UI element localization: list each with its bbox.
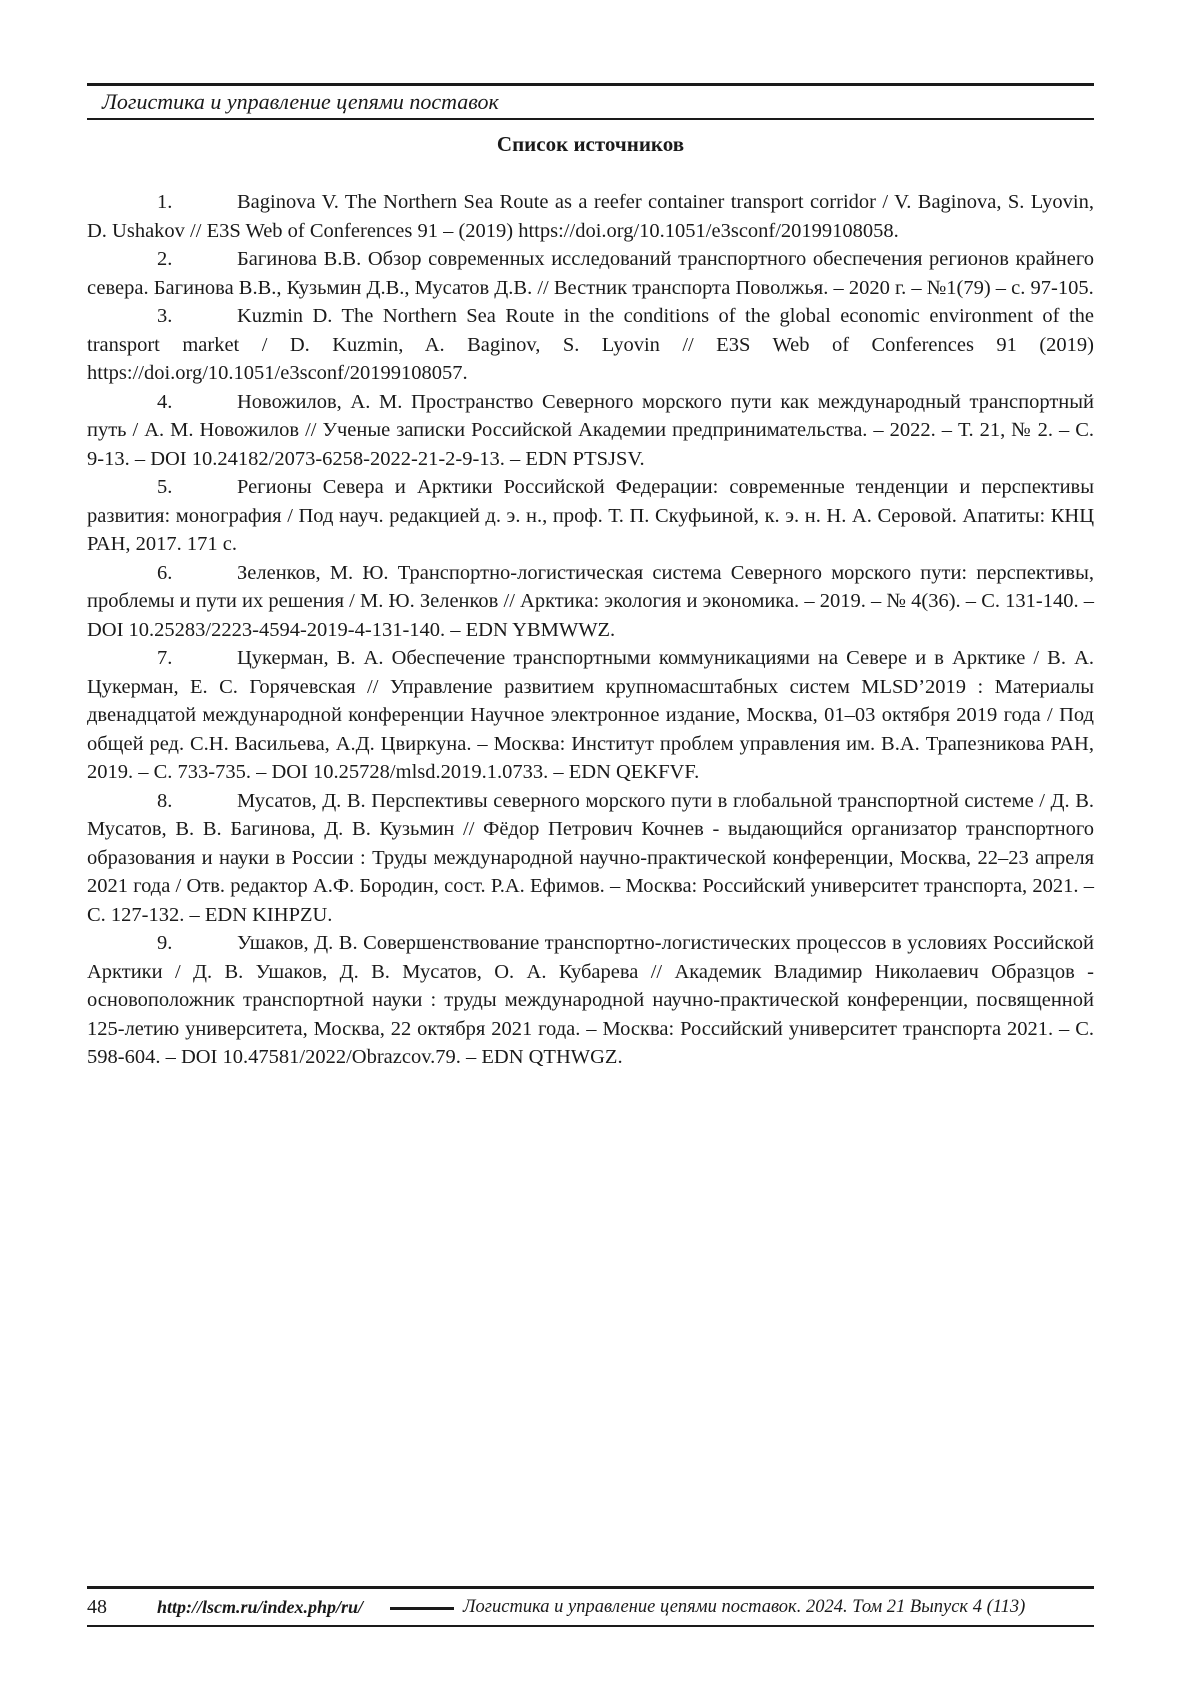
reference-text: Kuzmin D. The Northern Sea Route in the conditions of the global economic environment of the transport market / D. Kuzmin, A. Baginov, S. Lyovin // E3S Web of Conferences 91 (2019) https://doi.org/10.1051/e3sconf/20199108057. [87, 305, 1094, 384]
reference-number: 1. [157, 191, 173, 213]
footer-bottom-rule [87, 1625, 1094, 1627]
reference-number: 9. [157, 932, 173, 954]
reference-list [87, 188, 1094, 1072]
reference-item [87, 559, 1094, 645]
page-number: 48 [87, 1596, 107, 1618]
reference-number: 3. [157, 305, 173, 327]
reference-text: Цукерман, В. А. Обеспечение транспортными коммуникациями на Севере и в Арктике / В. А. Цукерман, Е. С. Горячевская // Управление развитием крупномасштабных систем MLSD’2019 : Материалы двенадцатой международной конференции Научное электронное издание, Москва, 01–03 октября 2019 года / Под общей ред. С.Н. Васильева, А.Д. Цвиркуна. – Москва: Институт проблем управления им. В.А. Трапезникова РАН, 2019. – С. 733-735. – DOI 10.25728/mlsd.2019.1.0733. – EDN QEKFVF. [87, 647, 1094, 783]
journal-url-link[interactable]: http://lscm.ru/index.php/ru/ [157, 1597, 364, 1617]
reference-text: Baginova V. The Northern Sea Route as a reefer container transport corridor / V. Baginova, S. Lyovin, D. Ushakov // E3S Web of Conferences 91 – (2019) https://doi.org/10.1051/e3sconf/20199108058. [87, 191, 1094, 242]
reference-text: Новожилов, А. М. Пространство Северного морского пути как международный транспортный путь / А. М. Новожилов // Ученые записки Российской Академии предпринимательства. – 2022. – Т. 21, № 2. – С. 9-13. – DOI 10.24182/2073-6258-2022-21-2-9-13. – EDN PTSJSV. [87, 390, 1094, 470]
reference-item [87, 929, 1094, 1072]
running-title: Логистика и управление цепями поставок [102, 89, 499, 114]
reference-item [87, 188, 1094, 245]
reference-number: 2. [157, 248, 173, 270]
journal-citation: Логистика и управление цепями поставок. 2024. Том 21 Выпуск 4 (113) [463, 1597, 1026, 1617]
footer-top-rule [87, 1586, 1094, 1589]
reference-item [87, 787, 1094, 930]
reference-number: 8. [157, 789, 173, 812]
reference-number: 4. [157, 390, 173, 413]
reference-item [87, 644, 1094, 787]
reference-number: 6. [157, 561, 173, 584]
reference-text: Регионы Севера и Арктики Российской Федерации: современные тенденции и перспективы развития: монография / Под науч. редакцией д. э. н., проф. Т. П. Скуфьиной, к. э. н. Н. А. Серовой. Апатиты: КНЦ РАН, 2017. 171 с. [87, 476, 1094, 555]
footer-dash-line [390, 1607, 454, 1610]
reference-item [87, 245, 1094, 302]
header-top-rule [87, 83, 1094, 86]
reference-text: Ушаков, Д. В. Совершенствование транспортно-логистических процессов в условиях Российской Арктики / Д. В. Ушаков, Д. В. Мусатов, О. А. Кубарева // Академик Владимир Николаевич Образцов - основоположник транспортной науки : труды международной научно-практической конференции, посвященной 125-летию университета, Москва, 22 октября 2021 года. – Москва: Российский университет транспорта 2021. – С. 598-604. – DOI 10.47581/2022/Obrazcov.79. – EDN QTHWGZ. [87, 932, 1094, 1068]
page-footer [87, 1590, 1094, 1624]
reference-number: 7. [157, 647, 173, 669]
reference-number: 5. [157, 476, 173, 498]
section-title: Список источников [496, 132, 685, 156]
reference-item [87, 388, 1094, 474]
reference-text: Багинова В.В. Обзор современных исследований транспортного обеспечения регионов крайнего севера. Багинова В.В., Кузьмин Д.В., Мусатов Д.В. // Вестник транспорта Поволжья. – 2020 г. – №1(79) – с. 97-105. [87, 248, 1094, 299]
reference-item [87, 473, 1094, 559]
header-bottom-rule [87, 118, 1094, 120]
reference-text: Мусатов, Д. В. Перспективы северного морского пути в глобальной транспортной системе / Д. В. Мусатов, В. В. Багинова, Д. В. Кузьмин // Фёдор Петрович Кочнев - выдающийся организатор транспортного образования и науки в России : Труды международной научно-практической конференции, Москва, 22–23 апреля 2021 года / Отв. редактор А.Ф. Бородин, сост. Р.А. Ефимов. – Москва: Российский университет транспорта, 2021. – С. 127-132. – EDN KIHPZU. [87, 789, 1094, 926]
reference-item [87, 302, 1094, 388]
reference-text: Зеленков, М. Ю. Транспортно-логистическая система Северного морского пути: перспективы, проблемы и пути их решения / М. Ю. Зеленков // Арктика: экология и экономика. – 2019. – № 4(36). – С. 131-140. – DOI 10.25283/2223-4594-2019-4-131-140. – EDN YBMWWZ. [87, 561, 1094, 641]
